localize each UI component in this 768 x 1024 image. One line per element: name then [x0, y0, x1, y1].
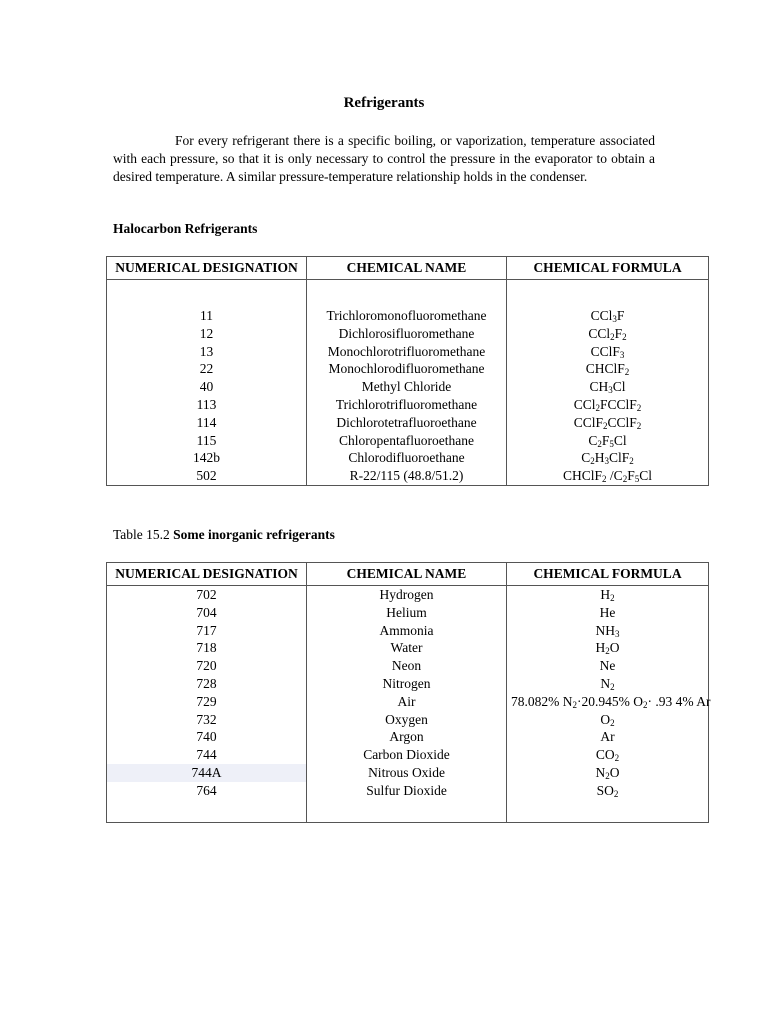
chemical-name-cell: Dichlorosifluoromethane [307, 325, 507, 343]
table-row [107, 604, 709, 622]
chemical-name-cell: Oxygen [307, 711, 507, 729]
table-row [107, 622, 709, 640]
designation-cell: 740 [107, 728, 307, 746]
spacer-row [107, 800, 709, 823]
chemical-formula-cell: CHClF$_2$ $/C_2F_5Cl$ [507, 467, 709, 485]
header-designation: NUMERICAL DESIGNATION [107, 563, 307, 586]
chemical-formula-cell: Ne [507, 657, 709, 675]
chemical-name-cell: Nitrous Oxide [307, 764, 507, 782]
table-row [107, 728, 709, 746]
chemical-formula-cell: $SO_2$ [507, 782, 709, 800]
table-header-row [107, 257, 709, 280]
chemical-formula-cell: $H_2$ [507, 586, 709, 604]
chemical-formula-cell: He [507, 604, 709, 622]
designation-cell: 744A [107, 764, 307, 782]
chemical-formula-cell: $CH_3Cl$ [507, 378, 709, 396]
table-row [107, 360, 709, 378]
table-row [107, 764, 709, 782]
chemical-formula-cell: $O_2$ [507, 711, 709, 729]
chemical-name-cell: Argon [307, 728, 507, 746]
header-designation: NUMERICAL DESIGNATION [107, 257, 307, 280]
chemical-formula-cell: 78.082% $N_2\cdot 20.945\%$ $O_2\cdot .93$ 4% Ar [507, 693, 709, 711]
table-row [107, 746, 709, 764]
designation-cell: 729 [107, 693, 307, 711]
designation-cell: 728 [107, 675, 307, 693]
designation-cell: 22 [107, 360, 307, 378]
table-row [107, 396, 709, 414]
table-row [107, 675, 709, 693]
chemical-formula-cell: $C_2H_3ClF_2$ [507, 449, 709, 467]
table-row [107, 782, 709, 800]
caption-title: Some inorganic refrigerants [173, 527, 335, 542]
chemical-formula-cell: CHClF$_2$ [507, 360, 709, 378]
spacer-row [107, 280, 709, 308]
inorganic-caption [113, 527, 335, 543]
chemical-formula-cell: CCl$_3$F [507, 307, 709, 325]
intro-text: For every refrigerant there is a specific boiling, or vaporization, temperature associated with each pressure, so that it is only necessary to control the pressure in the evaporator to obtain a desired temperature. A similar pressure-temperature relationship holds in the condenser. [113, 133, 655, 184]
header-chemical-name: CHEMICAL NAME [307, 257, 507, 280]
chemical-formula-cell: CClF$_2$CClF$_2$ [507, 414, 709, 432]
chemical-formula-cell: $CCl_2F_2$ [507, 325, 709, 343]
halocarbon-heading: Halocarbon Refrigerants [113, 221, 258, 236]
table-row [107, 467, 709, 485]
intro-paragraph [113, 132, 655, 186]
table-row [107, 711, 709, 729]
chemical-formula-cell: CCl$_2$FCClF$_2$ [507, 396, 709, 414]
chemical-name-cell: Hydrogen [307, 586, 507, 604]
table-row [107, 343, 709, 361]
chemical-name-cell: Methyl Chloride [307, 378, 507, 396]
chemical-name-cell: Chloropentafluoroethane [307, 432, 507, 450]
header-chemical-formula: CHEMICAL FORMULA [507, 257, 709, 280]
table-row [107, 414, 709, 432]
chemical-formula-cell: $N_2$ [507, 675, 709, 693]
header-chemical-formula: CHEMICAL FORMULA [507, 563, 709, 586]
designation-cell: 113 [107, 396, 307, 414]
designation-cell: 744 [107, 746, 307, 764]
chemical-name-cell: Water [307, 639, 507, 657]
designation-cell: 115 [107, 432, 307, 450]
chemical-name-cell: Helium [307, 604, 507, 622]
chemical-name-cell: Neon [307, 657, 507, 675]
chemical-name-cell: Trichlorotrifluoromethane [307, 396, 507, 414]
chemical-formula-cell: $H_2O$ [507, 639, 709, 657]
table-row [107, 307, 709, 325]
table-row [107, 657, 709, 675]
designation-cell: 718 [107, 639, 307, 657]
table-row [107, 693, 709, 711]
chemical-name-cell: Dichlorotetrafluoroethane [307, 414, 507, 432]
designation-cell: 717 [107, 622, 307, 640]
table-row [107, 639, 709, 657]
chemical-name-cell: Ammonia [307, 622, 507, 640]
chemical-name-cell: Chlorodifluoroethane [307, 449, 507, 467]
designation-cell: 702 [107, 586, 307, 604]
chemical-name-cell: Trichloromonofluoromethane [307, 307, 507, 325]
chemical-formula-cell: $CO_2$ [507, 746, 709, 764]
chemical-formula-cell: $N_2O$ [507, 764, 709, 782]
inorganic-table [106, 562, 709, 823]
table-row [107, 586, 709, 604]
table-row [107, 432, 709, 450]
chemical-formula-cell: $C_2F_5Cl$ [507, 432, 709, 450]
caption-prefix: Table 15.2 [113, 527, 174, 542]
designation-cell: 40 [107, 378, 307, 396]
chemical-name-cell: Monochlorotrifluoromethane [307, 343, 507, 361]
designation-cell: 11 [107, 307, 307, 325]
table-row [107, 449, 709, 467]
chemical-name-cell: Nitrogen [307, 675, 507, 693]
chemical-name-cell: Carbon Dioxide [307, 746, 507, 764]
chemical-formula-cell: $NH_3$ [507, 622, 709, 640]
table-row [107, 378, 709, 396]
designation-cell: 704 [107, 604, 307, 622]
chemical-formula-cell: Ar [507, 728, 709, 746]
chemical-formula-cell: CClF$_3$ [507, 343, 709, 361]
chemical-name-cell: Air [307, 693, 507, 711]
designation-cell: 732 [107, 711, 307, 729]
header-chemical-name: CHEMICAL NAME [307, 563, 507, 586]
halocarbon-table [106, 256, 709, 486]
designation-cell: 764 [107, 782, 307, 800]
page-title: Refrigerants [343, 95, 425, 111]
table-row [107, 325, 709, 343]
designation-cell: 114 [107, 414, 307, 432]
chemical-name-cell: R-22/115 (48.8/51.2) [307, 467, 507, 485]
designation-cell: 12 [107, 325, 307, 343]
table-header-row [107, 563, 709, 586]
designation-cell: 720 [107, 657, 307, 675]
designation-cell: 502 [107, 467, 307, 485]
chemical-name-cell: Sulfur Dioxide [307, 782, 507, 800]
chemical-name-cell: Monochlorodifluoromethane [307, 360, 507, 378]
designation-cell: 142b [107, 449, 307, 467]
designation-cell: 13 [107, 343, 307, 361]
